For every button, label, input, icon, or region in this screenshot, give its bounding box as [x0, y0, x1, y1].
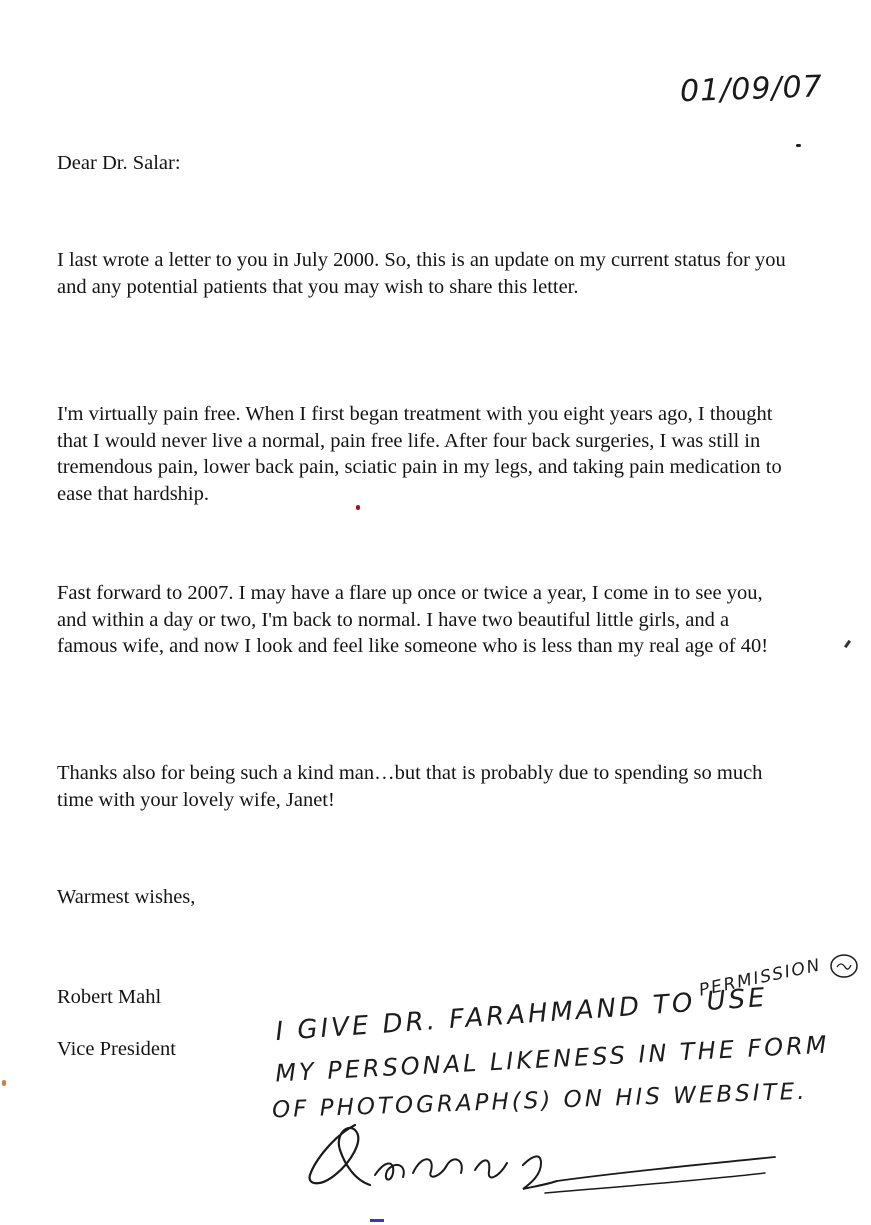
handwritten-note-line: MY PERSONAL LIKENESS IN THE FORM [274, 1030, 831, 1088]
stray-mark [370, 1219, 384, 1222]
signer-name: Robert Mahl [57, 986, 162, 1008]
handwritten-date: 01/09/07 [679, 69, 824, 110]
stray-mark [2, 1080, 6, 1086]
letter-paragraph: I'm virtually pain free. When I first began treatment with you eight years ago, I thought that I would never live a normal, pain free life. After four back surgeries, I was still in tremendous pain, lower back pain, sciatic pain in my legs, and taking pain medication to ease that hardship. [57, 403, 782, 505]
letter-paragraph: Thanks also for being such a kind man…but that is probably due to spending so much time with your lovely wife, Janet! [57, 762, 763, 811]
circled-mark-icon [826, 952, 866, 982]
stray-mark [844, 640, 851, 648]
signer-title: Vice President [57, 1038, 176, 1060]
stray-mark [356, 505, 360, 510]
handwritten-insert-word: PERMISSION [697, 955, 824, 1001]
letter-paragraph: Fast forward to 2007. I may have a flare up once or twice a year, I come in to see you, and within a day or two, I'm back to normal. I have two beautiful little girls, and a famous wife, and now I look and feel like someone who is less than my real age of 40! [57, 582, 769, 657]
handwritten-note-line: OF PHOTOGRAPH(S) ON HIS WEBSITE. [271, 1078, 808, 1124]
letter-paragraph: I last wrote a letter to you in July 2000. So, this is an update on my current status for you and any potential patients that you may wish to share this letter. [57, 249, 786, 298]
letter-greeting: Dear Dr. Salar: [57, 152, 181, 174]
handwritten-note-line: I GIVE DR. FARAHMAND TO USE [274, 982, 769, 1048]
letter-closing: Warmest wishes, [57, 886, 196, 908]
handwritten-signature [295, 1115, 795, 1200]
stray-mark [796, 144, 801, 147]
